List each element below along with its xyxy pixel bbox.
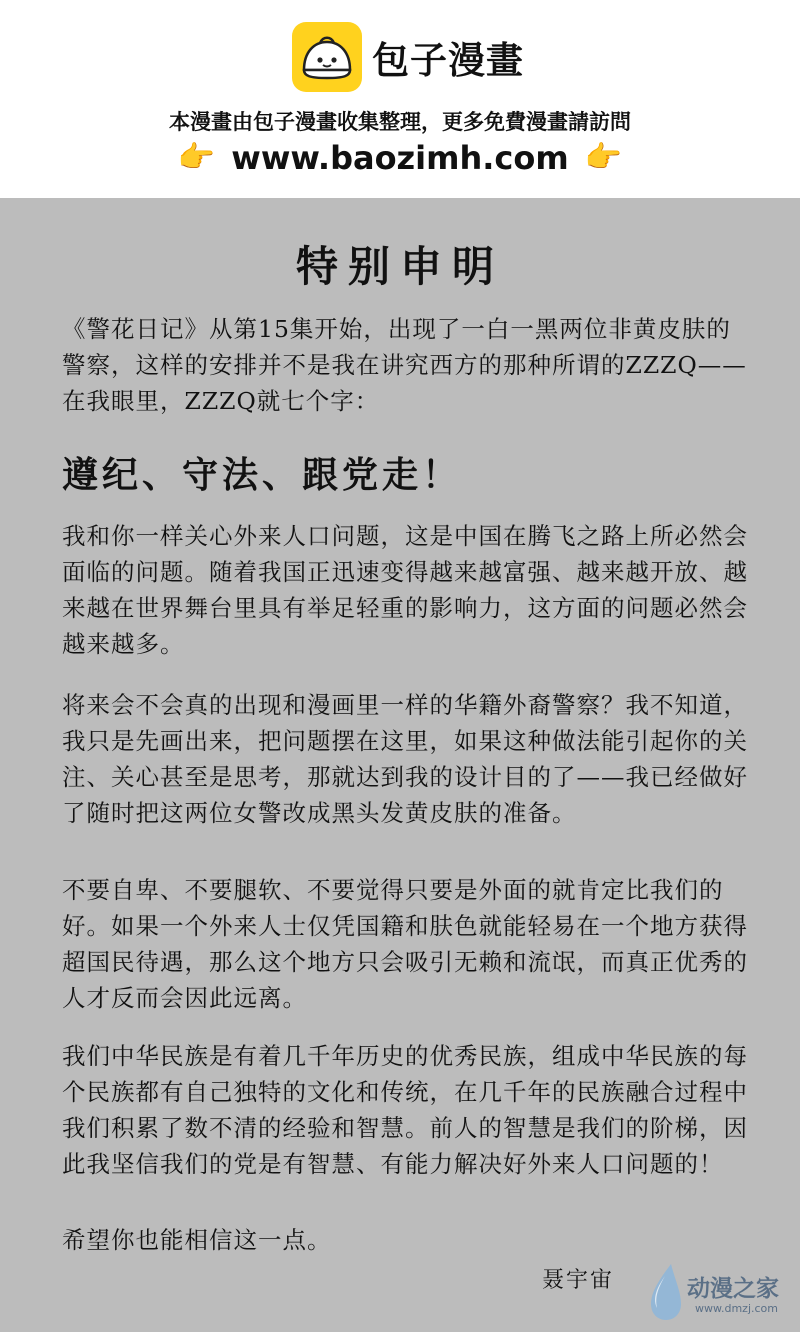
statement-title: 特别申明 — [295, 242, 504, 291]
watermark-name: 动漫之家 — [687, 1276, 779, 1302]
brand-name: 包子漫畫 — [372, 39, 524, 82]
statement-paragraph: 希望你也能相信这一点。 — [62, 1226, 332, 1254]
url-row — [0, 138, 800, 178]
watermark-url: www.dmzj.com — [695, 1302, 778, 1315]
author-signature: 聂宇宙 — [542, 1268, 615, 1293]
dmzj-watermark — [645, 1256, 795, 1326]
statement-paragraph: 不要自卑、不要腿软、不要觉得只要是外面的就肯定比我们的好。如果一个外来人士仅凭国籍和肤色就能轻易在一个地方获得超国民待遇，那么这个地方只会吸引无赖和流氓，而真正优秀的人才反而会因此远离。 — [62, 876, 748, 1012]
brand-logo[interactable] — [292, 22, 524, 92]
site-url-link[interactable]: www.baozimh.com — [231, 139, 569, 177]
statement-paragraph: 我和你一样关心外来人口问题，这是中国在腾飞之路上所必然会面临的问题。随着我国正迅速变得越来越富强、越来越开放、越来越在世界舞台里具有举足轻重的影响力，这方面的问题必然会越来越多。 — [62, 522, 748, 658]
statement-paragraph: 我们中华民族是有着几千年历史的优秀民族，组成中华民族的每个民族都有自己独特的文化和传统，在几千年的民族融合过程中我们积累了数不清的经验和智慧。前人的智慧是我们的阶梯，因此我坚信我们的党是有智慧、有能力解决好外来人口问题的！ — [62, 1042, 748, 1178]
source-notice: 本漫畫由包子漫畫收集整理，更多免費漫畫請訪問 — [169, 110, 631, 134]
statement-paragraph: 将来会不会真的出现和漫画里一样的华籍外裔警察？我不知道，我只是先画出来，把问题摆在这里，如果这种做法能引起你的关注、关心甚至是思考，那就达到我的设计目的了——我已经做好了随时把这两位女警改成黑头发黄皮肤的准备。 — [62, 691, 748, 827]
bun-mascot-icon — [292, 22, 362, 92]
statement-paragraph: 《警花日记》从第15集开始，出现了一白一黑两位非黄皮肤的警察，这样的安排并不是我在讲究西方的那种所谓的ZZZQ——在我眼里，ZZZQ就七个字： — [62, 315, 747, 415]
water-drop-icon — [645, 1262, 685, 1322]
pointing-hand-icon: 👉 — [584, 140, 623, 175]
statement-slogan: 遵纪、守法、跟党走！ — [62, 454, 463, 496]
source-header — [0, 0, 800, 198]
special-statement — [0, 198, 800, 1332]
pointing-hand-icon: 👉 — [177, 140, 216, 175]
